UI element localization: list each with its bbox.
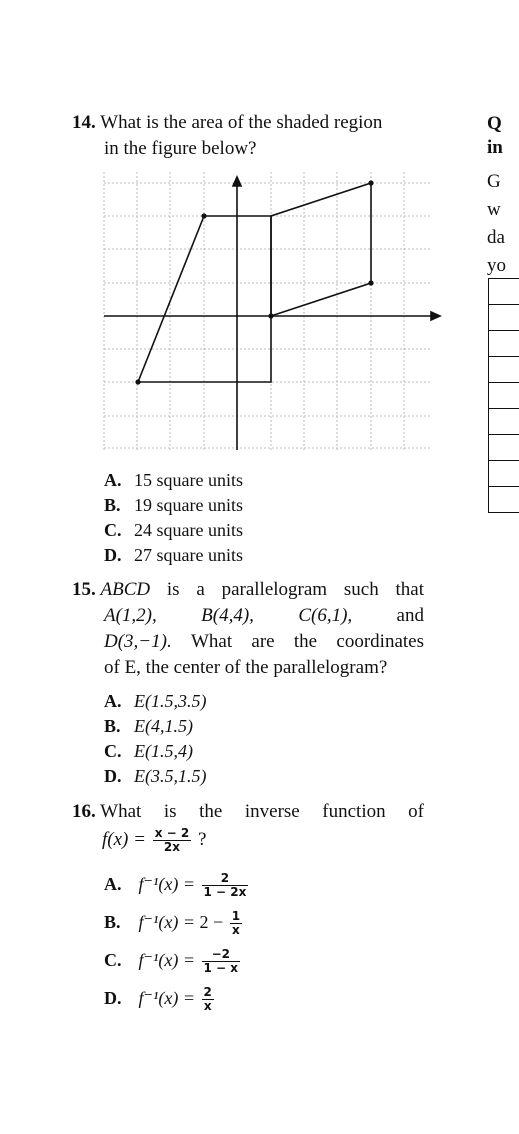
axes: [104, 177, 440, 450]
q14-options: [104, 468, 243, 568]
q16-option-a[interactable]: A. f⁻¹(x) = $\frac{2}{1 - 2x}$: [104, 871, 247, 900]
q16-options: [104, 870, 250, 1022]
right-column-text: Q in G w da yo: [487, 113, 506, 276]
q16-option-b[interactable]: B. f⁻¹(x) = 2 − $\frac{1}{x}$: [104, 909, 241, 938]
q15-option-a[interactable]: A. E(1.5,3.5): [104, 691, 207, 711]
q16-function: f(x) = $\frac{x - 2}{2x}$ ?: [102, 826, 207, 855]
q14-line2: in the figure below?: [104, 138, 257, 159]
q14-line1: What is the area of the shaded region: [100, 112, 383, 133]
q15-stem: 15. ABCD is a parallelogram such that A(1,2), B(4,4), C(6,1), and D(3,−1). What are the coordinates of E, the center of the parallelogram?: [72, 577, 424, 681]
q16-option-d[interactable]: D. f⁻¹(x) = $\frac{2}{x}$: [104, 985, 212, 1014]
q14-option-c[interactable]: C. 24 square units: [104, 520, 243, 540]
q14-option-d[interactable]: D. 27 square units: [104, 545, 243, 565]
q15-option-c[interactable]: C. E(1.5,4): [104, 741, 193, 761]
q14-option-b[interactable]: B. 19 square units: [104, 495, 243, 515]
q16-stem: 16. What is the inverse function of f(x) = $\frac{x - 2}{2x}$ ?: [72, 801, 424, 855]
q14-option-a[interactable]: A. 15 square units: [104, 470, 243, 490]
q14-figure: [100, 166, 445, 452]
q14-number: 14.: [72, 112, 96, 133]
q14-stem: [72, 110, 432, 162]
q15-options: [104, 689, 206, 789]
q16-number: 16.: [72, 801, 96, 822]
q15-option-d[interactable]: D. E(3.5,1.5): [104, 766, 207, 786]
q16-option-c[interactable]: C. f⁻¹(x) = $\frac{-2}{1 - x}$: [104, 947, 239, 976]
right-column-table: [488, 278, 519, 513]
grid-lines: [104, 172, 430, 450]
q15-option-b[interactable]: B. E(4,1.5): [104, 716, 193, 736]
q15-line4: of E, the center of the parallelogram?: [104, 657, 388, 678]
q15-number: 15.: [72, 579, 96, 600]
